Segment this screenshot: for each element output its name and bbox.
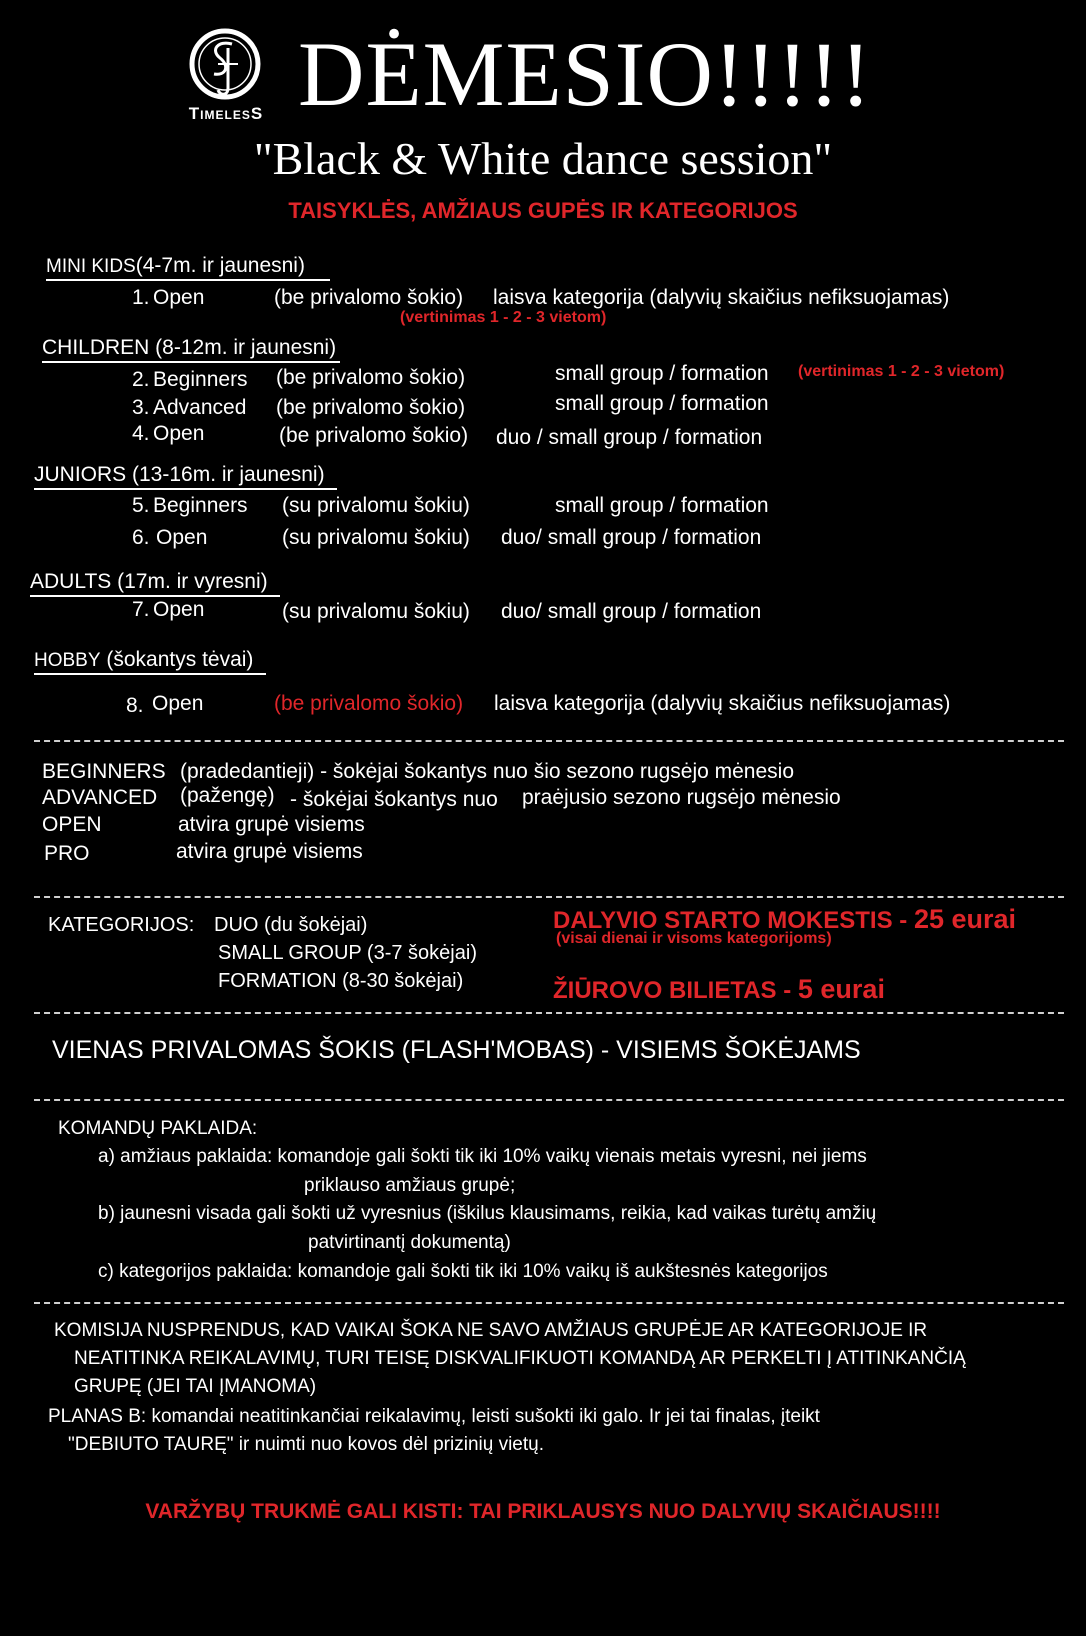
group-hobby-sub: (šokantys tėvai) [106, 648, 254, 671]
row-rule: (be privalomo šokio) [274, 286, 464, 309]
categories-label: KATEGORIJOS: [48, 914, 195, 936]
flashmob-rule: VIENAS PRIVALOMAS ŠOKIS (FLASH'MOBAS) - VISIEMS ŠOKĖJAMS [52, 1036, 861, 1064]
row-note: (vertinimas 1 - 2 - 3 vietom) [798, 363, 1005, 380]
row-number: 5. [132, 494, 150, 517]
row-level: Advanced [153, 396, 247, 419]
level-desc: atvira grupė visiems [178, 813, 365, 836]
group-mini-kids-age: (4-7m. ir jaunesni) [135, 254, 305, 277]
row-rule: (su privalomu šokiu) [282, 526, 470, 549]
category-item: FORMATION (8-30 šokėjai) [218, 970, 464, 992]
ticket-fee-label: ŽIŪROVO BILIETAS - [553, 977, 792, 1004]
start-fee-label: DALYVIO STARTO MOKESTIS - [553, 907, 908, 934]
row-note: (vertinimas 1 - 2 - 3 vietom) [400, 309, 607, 326]
plan-b-line: PLANAS B: komandai neatitinkančiai reikalavimų, leisti sušokti iki galo. Ir jei tai finalas, įteikt [48, 1406, 820, 1427]
category-item: SMALL GROUP (3-7 šokėjai) [218, 942, 477, 964]
event-title: "Black & White dance session" [253, 133, 833, 184]
row-number: 8. [126, 694, 144, 717]
divider [34, 740, 1064, 742]
group-hobby [34, 648, 266, 675]
row-level: Open [153, 422, 205, 445]
divider [34, 896, 1064, 898]
level-term: ADVANCED [42, 786, 158, 809]
row-rule: (be privalomo šokio) [279, 424, 469, 447]
row-level: Open [152, 692, 204, 715]
level-desc: - šokėjai šokantys nuo [290, 788, 498, 811]
group-children-label: CHILDREN (8-12m. ir jaunesni) [42, 336, 340, 363]
row-category: duo/ small group / formation [501, 600, 762, 623]
commission-line: GRUPĘ (JEI TAI ĮMANOMA) [74, 1376, 317, 1397]
row-number: 4. [132, 422, 150, 445]
row-rule: (su privalomu šokiu) [282, 494, 470, 517]
tolerance-c: c) kategorijos paklaida: komandoje gali šokti tik iki 10% vaikų iš aukštesnės kategorijos [98, 1261, 828, 1282]
row-category: duo/ small group / formation [501, 526, 762, 549]
row-level: Open [153, 286, 205, 309]
row-rule: (be privalomo šokio) [276, 396, 466, 419]
plan-b-line: "DEBIUTO TAURĘ" ir nuimti nuo kovos dėl prizinių vietų. [68, 1434, 544, 1455]
duration-warning: VARŽYBŲ TRUKMĖ GALI KISTI: TAI PRIKLAUSYS NUO DALYVIŲ SKAIČIAUS!!!! [145, 1500, 941, 1523]
row-level: Beginners [153, 494, 248, 517]
row-category: small group / formation [555, 392, 769, 415]
level-term: OPEN [42, 813, 102, 836]
row-rule: (be privalomo šokio) [276, 366, 466, 389]
level-desc: (pradedantieji) - šokėjai šokantys nuo šio sezono rugsėjo mėnesio [180, 760, 795, 783]
category-item: DUO (du šokėjai) [214, 914, 368, 936]
brand-name: TimelesS [188, 104, 264, 123]
level-desc: (pažengę) [180, 784, 275, 807]
group-mini-kids [46, 254, 330, 281]
tolerance-title: KOMANDŲ PAKLAIDA: [58, 1118, 258, 1139]
level-desc: praėjusio sezono rugsėjo mėnesio [522, 786, 841, 809]
ticket-fee-price: 5 eurai [797, 974, 885, 1004]
row-category: small group / formation [555, 494, 769, 517]
divider [34, 1302, 1064, 1304]
row-rule: (be privalomo šokio) [274, 692, 464, 715]
group-mini-kids-label: MINI KIDS [46, 256, 136, 277]
ticket-fee [553, 974, 885, 1005]
commission-line: NEATITINKA REIKALAVIMŲ, TURI TEISĘ DISKVALIFIKUOTI KOMANDĄ AR PERKELTI Į ATITINKANČIĄ [74, 1348, 966, 1369]
row-number: 7. [132, 598, 150, 621]
row-number: 2. [132, 368, 150, 391]
tolerance-a: a) amžiaus paklaida: komandoje gali šokti tik iki 10% vaikų vienais metais vyresni, nei jiems [98, 1146, 867, 1167]
tolerance-a-cont: priklauso amžiaus grupė; [304, 1175, 516, 1196]
start-fee-note: (visai dienai ir visoms kategorijoms) [556, 930, 832, 947]
divider [34, 1012, 1064, 1014]
row-level: Open [153, 598, 205, 621]
level-term: BEGINNERS [42, 760, 166, 783]
attention-heading: DĖMESIO!!!!! [298, 23, 873, 125]
group-hobby-label: HOBBY [34, 650, 101, 671]
row-number: 1. [132, 286, 150, 309]
row-number: 6. [132, 526, 150, 549]
rules-subtitle: TAISYKLĖS, AMŽIAUS GUPĖS IR KATEGORIJOS [288, 198, 798, 223]
row-number: 3. [132, 396, 150, 419]
level-desc: atvira grupė visiems [176, 840, 363, 863]
tolerance-b-cont: patvirtinantį dokumentą) [308, 1232, 511, 1253]
commission-line: KOMISIJA NUSPRENDUS, KAD VAIKAI ŠOKA NE SAVO AMŽIAUS GRUPĖJE AR KATEGORIJOJE IR [54, 1320, 928, 1341]
row-level: Open [156, 526, 208, 549]
row-level: Beginners [153, 368, 248, 391]
row-category: small group / formation [555, 362, 769, 385]
row-rule: (su privalomu šokiu) [282, 600, 470, 623]
row-category: duo / small group / formation [496, 426, 763, 449]
level-term: PRO [44, 842, 90, 865]
row-category: laisva kategorija (dalyvių skaičius nefiksuojamas) [494, 692, 951, 715]
row-category: laisva kategorija (dalyvių skaičius nefiksuojamas) [493, 286, 950, 309]
divider [34, 1099, 1064, 1101]
group-adults-label: ADULTS (17m. ir vyresni) [30, 570, 280, 597]
start-fee-price: 25 eurai [913, 904, 1017, 934]
tolerance-b: b) jaunesni visada gali šokti už vyresnius (iškilus klausimams, reikia, kad vaikas turėtų amžių [98, 1203, 877, 1224]
group-juniors-label: JUNIORS (13-16m. ir jaunesni) [34, 463, 337, 490]
